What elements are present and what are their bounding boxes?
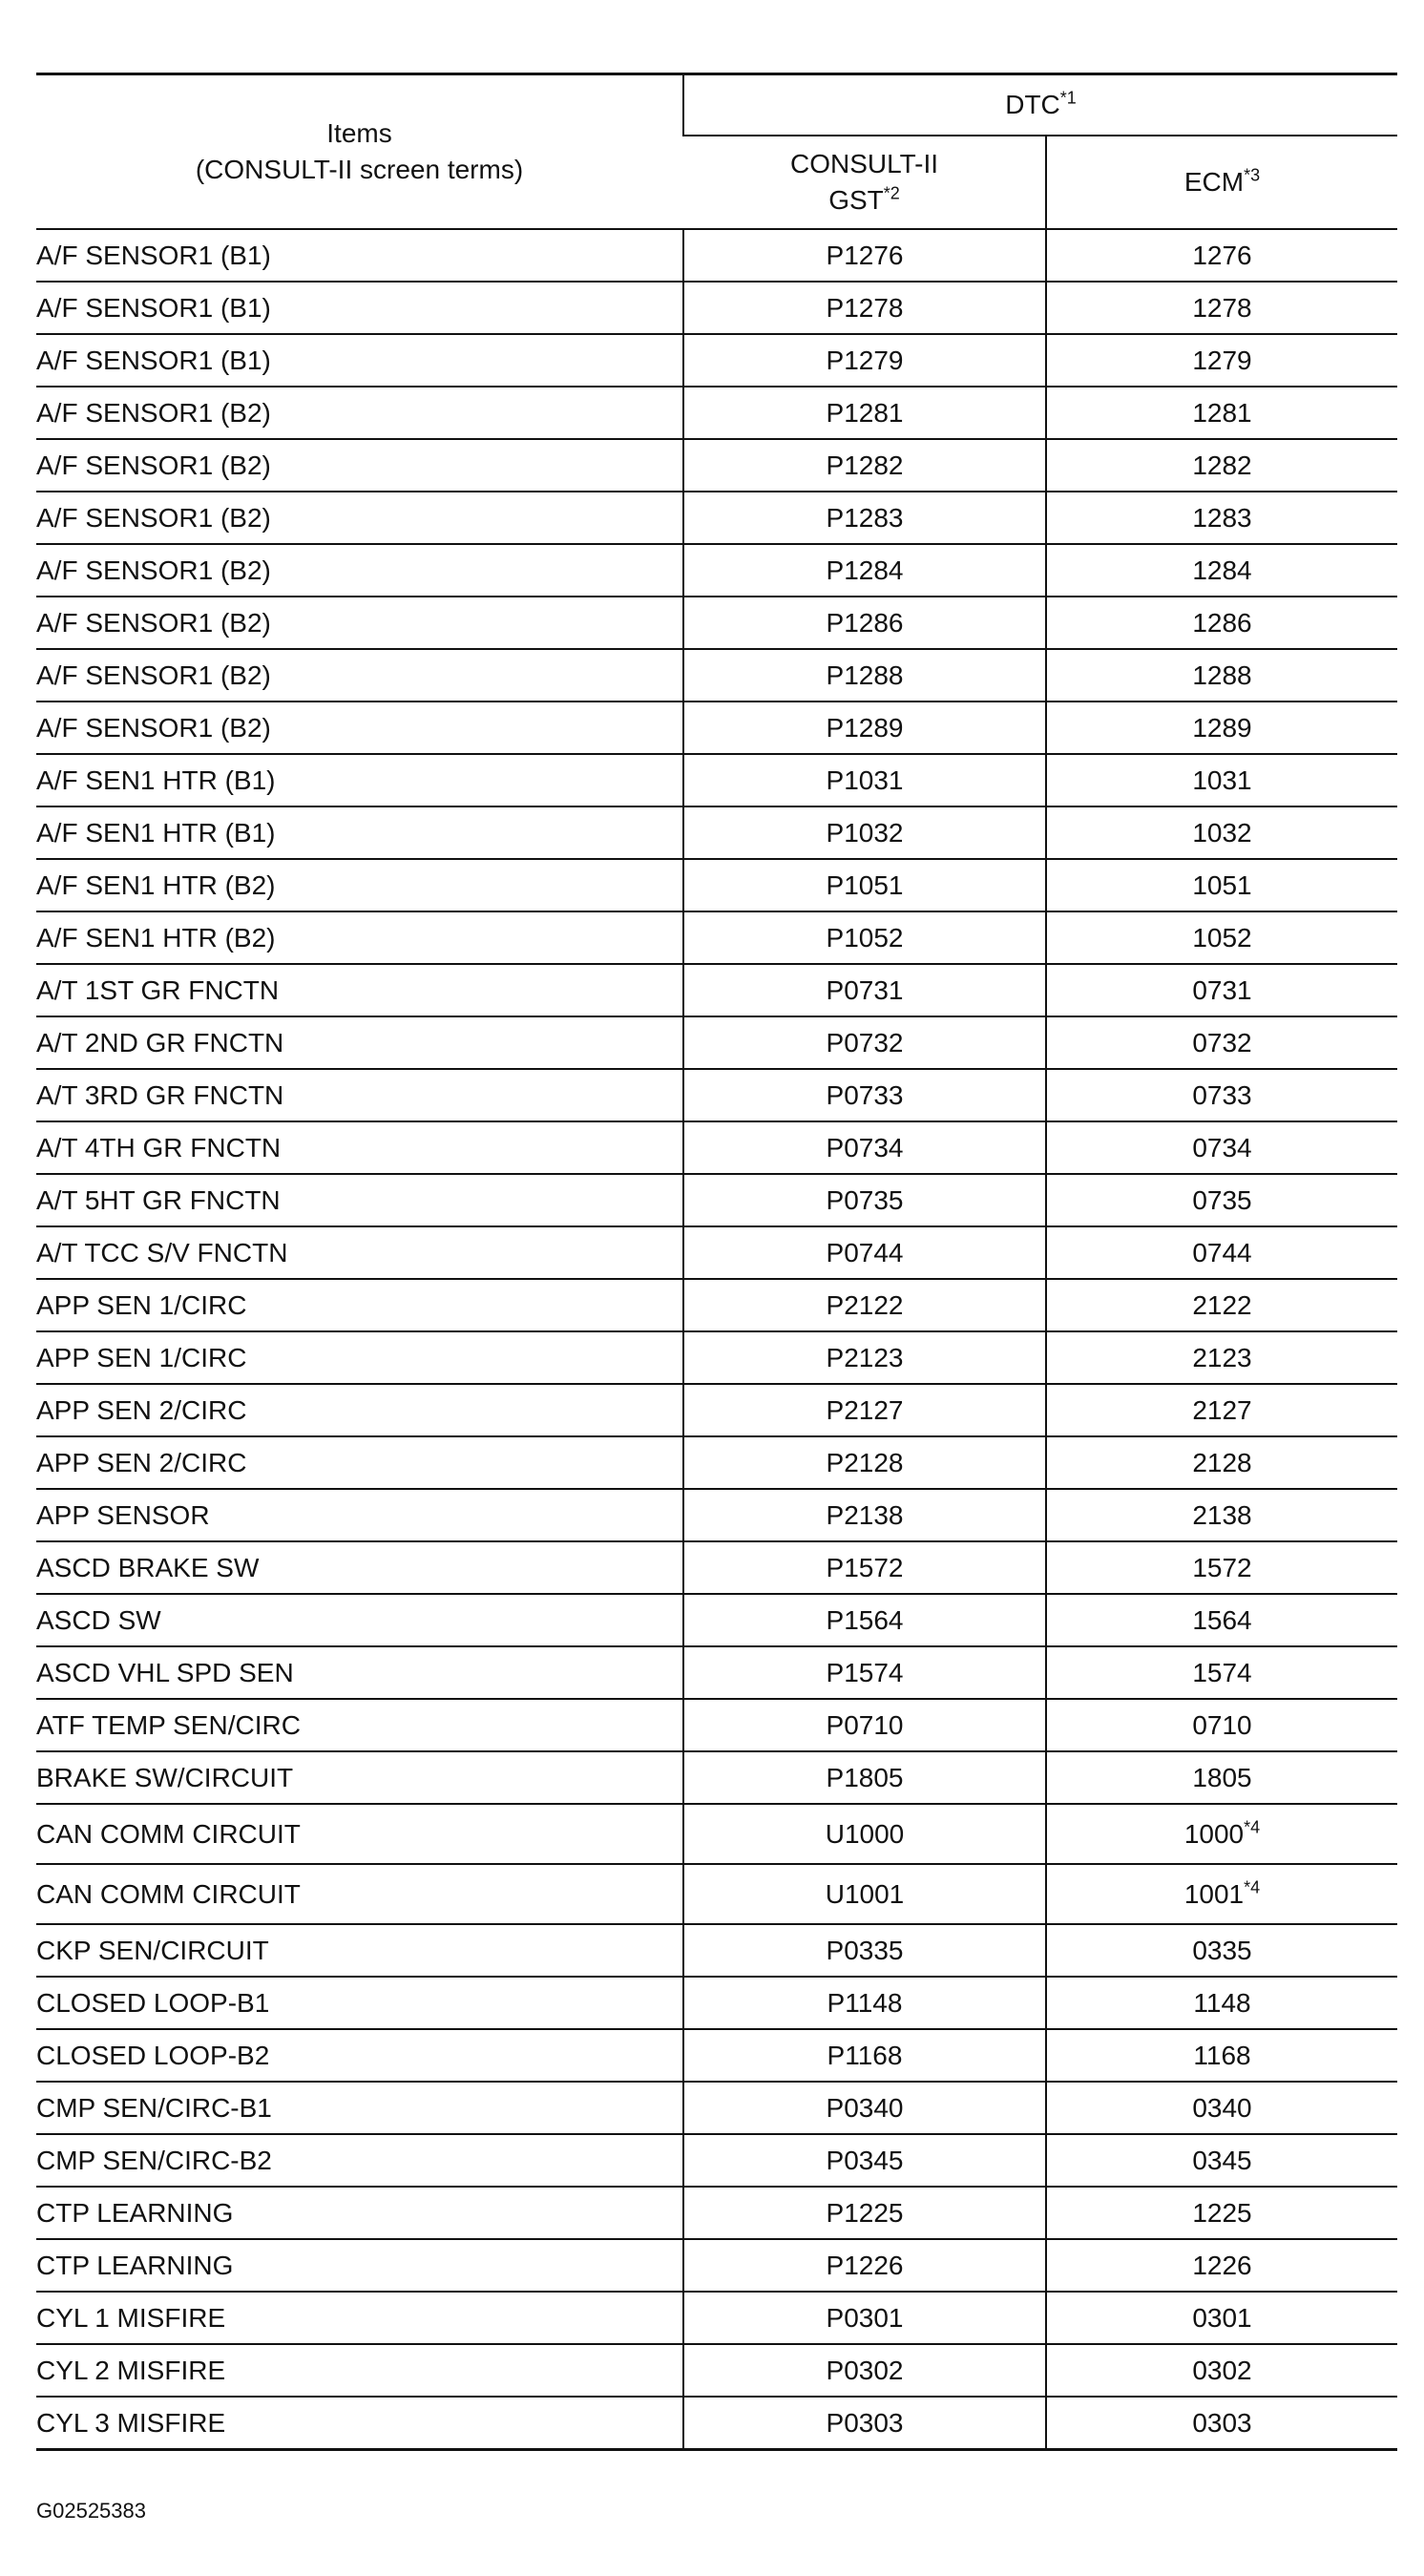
ecm-code-cell [1046, 911, 1397, 964]
ecm-header-label: ECM [1183, 167, 1245, 197]
ecm-code-cell [1046, 387, 1397, 439]
item-cell: ASCD SW [36, 1594, 683, 1646]
item-cell: A/F SENSOR1 (B2) [36, 597, 683, 649]
ecm-code-footnote-ref: *4 [1244, 1877, 1261, 1897]
ecm-code-cell [1046, 1174, 1397, 1226]
ecm-code-cell [1046, 2239, 1397, 2292]
items-header [36, 74, 683, 230]
table-row [36, 492, 1397, 544]
table-row [36, 1016, 1397, 1069]
gst-code-cell: P1031 [683, 754, 1046, 806]
ecm-footnote-ref: *3 [1244, 165, 1261, 185]
ecm-code-cell [1046, 2029, 1397, 2082]
ecm-code-value: 1564 [1192, 1604, 1252, 1635]
gst-code-cell: P0731 [683, 964, 1046, 1016]
item-cell: A/F SENSOR1 (B1) [36, 229, 683, 282]
item-cell: ATF TEMP SEN/CIRC [36, 1699, 683, 1751]
item-cell: A/T TCC S/V FNCTN [36, 1226, 683, 1279]
ecm-code-cell [1046, 1977, 1397, 2029]
ecm-code-cell [1046, 1016, 1397, 1069]
item-cell: A/T 4TH GR FNCTN [36, 1121, 683, 1174]
table-row [36, 911, 1397, 964]
item-cell: CTP LEARNING [36, 2187, 683, 2239]
item-cell: CAN COMM CIRCUIT [36, 1804, 683, 1864]
item-cell: A/F SEN1 HTR (B2) [36, 859, 683, 911]
ecm-code-value: 1805 [1192, 1762, 1252, 1792]
ecm-code-value: 1572 [1192, 1552, 1252, 1582]
consult-header-label: CONSULT-II [789, 149, 939, 178]
ecm-code-cell [1046, 439, 1397, 492]
gst-code-cell: P2123 [683, 1331, 1046, 1384]
table-row [36, 2397, 1397, 2450]
table-row [36, 2134, 1397, 2187]
item-cell: ASCD VHL SPD SEN [36, 1646, 683, 1699]
table-row [36, 1489, 1397, 1541]
ecm-code-cell [1046, 334, 1397, 387]
ecm-code-cell [1046, 229, 1397, 282]
ecm-code-value: 0732 [1192, 1027, 1252, 1058]
ecm-code-cell [1046, 1489, 1397, 1541]
table-row [36, 229, 1397, 282]
table-row [36, 1594, 1397, 1646]
ecm-code-value: 0734 [1192, 1132, 1252, 1162]
table-row [36, 1751, 1397, 1804]
gst-code-cell: P0710 [683, 1699, 1046, 1751]
item-cell: APP SEN 1/CIRC [36, 1279, 683, 1331]
ecm-code-cell [1046, 597, 1397, 649]
gst-code-cell: P0335 [683, 1924, 1046, 1977]
ecm-code-cell [1046, 964, 1397, 1016]
ecm-code-value: 0733 [1192, 1079, 1252, 1110]
gst-code-cell: P1282 [683, 439, 1046, 492]
item-cell: ASCD BRAKE SW [36, 1541, 683, 1594]
ecm-code-value: 2138 [1192, 1499, 1252, 1530]
ecm-code-value: 0335 [1192, 1935, 1252, 1965]
items-header-subtitle: (CONSULT-II screen terms) [195, 155, 524, 184]
ecm-code-value: 1051 [1192, 869, 1252, 900]
dtc-footnote-ref: *1 [1059, 88, 1077, 108]
item-cell: APP SEN 2/CIRC [36, 1436, 683, 1489]
item-cell: APP SENSOR [36, 1489, 683, 1541]
ecm-code-value: 1225 [1192, 2197, 1252, 2228]
table-row [36, 859, 1397, 911]
table-row [36, 1174, 1397, 1226]
table-row [36, 334, 1397, 387]
gst-code-cell: P2128 [683, 1436, 1046, 1489]
table-row [36, 439, 1397, 492]
item-cell: A/F SENSOR1 (B2) [36, 439, 683, 492]
ecm-code-value: 0302 [1192, 2355, 1252, 2385]
table-row [36, 1924, 1397, 1977]
table-row [36, 1804, 1397, 1864]
dtc-header [683, 74, 1397, 136]
gst-code-cell: P1225 [683, 2187, 1046, 2239]
item-cell: APP SEN 1/CIRC [36, 1331, 683, 1384]
gst-code-cell: P1286 [683, 597, 1046, 649]
ecm-code-cell [1046, 1751, 1397, 1804]
table-row [36, 2029, 1397, 2082]
gst-code-cell: P2127 [683, 1384, 1046, 1436]
gst-code-cell: P1281 [683, 387, 1046, 439]
ecm-code-cell [1046, 2187, 1397, 2239]
item-cell: CYL 3 MISFIRE [36, 2397, 683, 2450]
dtc-table [36, 73, 1397, 2451]
gst-code-cell: P1052 [683, 911, 1046, 964]
item-cell: CMP SEN/CIRC-B2 [36, 2134, 683, 2187]
consult-gst-header [683, 136, 1046, 229]
gst-code-cell: P1284 [683, 544, 1046, 597]
table-row [36, 1279, 1397, 1331]
item-cell: A/F SENSOR1 (B2) [36, 702, 683, 754]
item-cell: CMP SEN/CIRC-B1 [36, 2082, 683, 2134]
ecm-code-value: 2122 [1192, 1289, 1252, 1320]
gst-code-cell: P1032 [683, 806, 1046, 859]
ecm-code-value: 1281 [1192, 397, 1252, 428]
gst-code-cell: P1283 [683, 492, 1046, 544]
item-cell: CLOSED LOOP-B2 [36, 2029, 683, 2082]
gst-code-cell: P1288 [683, 649, 1046, 702]
gst-code-cell: P1289 [683, 702, 1046, 754]
gst-code-cell: P0732 [683, 1016, 1046, 1069]
item-cell: CTP LEARNING [36, 2239, 683, 2292]
ecm-code-value: 1286 [1192, 607, 1252, 638]
gst-header-label: GST [828, 185, 884, 215]
gst-code-cell: P0733 [683, 1069, 1046, 1121]
ecm-code-value: 1289 [1192, 712, 1252, 743]
ecm-code-value: 1574 [1192, 1657, 1252, 1687]
ecm-code-value: 1283 [1192, 502, 1252, 533]
table-body [36, 229, 1397, 2450]
table-row [36, 1436, 1397, 1489]
ecm-code-value: 0744 [1192, 1237, 1252, 1267]
gst-footnote-ref: *2 [883, 183, 900, 203]
gst-code-cell: P0345 [683, 2134, 1046, 2187]
item-cell: CAN COMM CIRCUIT [36, 1864, 683, 1924]
table-row [36, 1699, 1397, 1751]
table-row [36, 806, 1397, 859]
ecm-code-cell [1046, 2397, 1397, 2450]
ecm-code-cell [1046, 1069, 1397, 1121]
ecm-code-value: 1288 [1192, 660, 1252, 690]
item-cell: A/F SENSOR1 (B2) [36, 387, 683, 439]
ecm-code-cell [1046, 1436, 1397, 1489]
ecm-code-cell [1046, 806, 1397, 859]
item-cell: CYL 1 MISFIRE [36, 2292, 683, 2344]
ecm-code-cell [1046, 1384, 1397, 1436]
ecm-code-value: 1052 [1192, 922, 1252, 953]
ecm-code-value: 1168 [1193, 2040, 1251, 2070]
table-row [36, 1069, 1397, 1121]
table-row [36, 2292, 1397, 2344]
ecm-code-value: 2123 [1192, 1342, 1252, 1372]
table-row [36, 2082, 1397, 2134]
ecm-code-cell [1046, 2134, 1397, 2187]
ecm-code-value: 0303 [1192, 2407, 1252, 2438]
gst-code-cell: P0301 [683, 2292, 1046, 2344]
item-cell: A/F SEN1 HTR (B1) [36, 754, 683, 806]
gst-code-cell: P1278 [683, 282, 1046, 334]
table-row [36, 1541, 1397, 1594]
table-row [36, 282, 1397, 334]
ecm-code-value: 1282 [1192, 450, 1252, 480]
item-cell: CLOSED LOOP-B1 [36, 1977, 683, 2029]
gst-code-cell: P0734 [683, 1121, 1046, 1174]
figure-code: G02525383 [36, 2499, 146, 2523]
ecm-code-cell [1046, 1541, 1397, 1594]
ecm-code-value: 0710 [1192, 1709, 1252, 1740]
gst-code-cell: P1051 [683, 859, 1046, 911]
item-cell: CYL 2 MISFIRE [36, 2344, 683, 2397]
table-row [36, 964, 1397, 1016]
table-row [36, 1977, 1397, 2029]
item-cell: A/T 3RD GR FNCTN [36, 1069, 683, 1121]
table-row [36, 2187, 1397, 2239]
ecm-code-value: 2127 [1192, 1394, 1252, 1425]
gst-code-cell: P1572 [683, 1541, 1046, 1594]
table-row [36, 1226, 1397, 1279]
ecm-code-cell [1046, 649, 1397, 702]
gst-code-cell: P1226 [683, 2239, 1046, 2292]
ecm-code-value: 1278 [1192, 292, 1252, 323]
item-cell: A/T 2ND GR FNCTN [36, 1016, 683, 1069]
ecm-code-cell [1046, 1279, 1397, 1331]
ecm-code-cell [1046, 492, 1397, 544]
gst-code-cell: P2138 [683, 1489, 1046, 1541]
item-cell: A/T 5HT GR FNCTN [36, 1174, 683, 1226]
table-row [36, 702, 1397, 754]
ecm-code-value: 0735 [1192, 1184, 1252, 1215]
table-row [36, 2344, 1397, 2397]
item-cell: A/F SEN1 HTR (B1) [36, 806, 683, 859]
gst-code-cell: P0302 [683, 2344, 1046, 2397]
ecm-code-value: 1031 [1192, 764, 1252, 795]
gst-code-cell: P0735 [683, 1174, 1046, 1226]
item-cell: A/T 1ST GR FNCTN [36, 964, 683, 1016]
ecm-code-value: 0301 [1192, 2302, 1252, 2333]
ecm-code-cell [1046, 1121, 1397, 1174]
ecm-code-value: 1001 [1183, 1878, 1245, 1909]
gst-code-cell: P1148 [683, 1977, 1046, 2029]
table-row [36, 2239, 1397, 2292]
ecm-code-cell [1046, 1226, 1397, 1279]
dtc-header-label: DTC [1005, 90, 1060, 119]
ecm-code-value: 1148 [1193, 1987, 1251, 2018]
table-row [36, 387, 1397, 439]
ecm-code-cell [1046, 1864, 1397, 1924]
ecm-code-value: 1279 [1192, 345, 1252, 375]
item-cell: A/F SENSOR1 (B1) [36, 282, 683, 334]
gst-code-cell: P1805 [683, 1751, 1046, 1804]
ecm-header [1046, 136, 1397, 229]
table-header [36, 74, 1397, 230]
gst-code-cell: P1574 [683, 1646, 1046, 1699]
table-row [36, 1331, 1397, 1384]
table-row [36, 1864, 1397, 1924]
ecm-code-cell [1046, 282, 1397, 334]
ecm-code-cell [1046, 754, 1397, 806]
ecm-code-value: 1226 [1192, 2250, 1252, 2280]
table-row [36, 544, 1397, 597]
item-cell: APP SEN 2/CIRC [36, 1384, 683, 1436]
table-row [36, 1384, 1397, 1436]
gst-code-cell: U1000 [683, 1804, 1046, 1864]
ecm-code-value: 1276 [1192, 240, 1252, 270]
ecm-code-cell [1046, 1331, 1397, 1384]
gst-code-cell: P1279 [683, 334, 1046, 387]
item-cell: CKP SEN/CIRCUIT [36, 1924, 683, 1977]
gst-code-cell: P1276 [683, 229, 1046, 282]
ecm-code-cell [1046, 544, 1397, 597]
gst-code-cell: P2122 [683, 1279, 1046, 1331]
ecm-code-cell [1046, 2344, 1397, 2397]
ecm-code-value: 0340 [1192, 2092, 1252, 2123]
ecm-code-value: 2128 [1192, 1447, 1252, 1477]
ecm-code-cell [1046, 1594, 1397, 1646]
ecm-code-cell [1046, 2292, 1397, 2344]
ecm-code-footnote-ref: *4 [1244, 1817, 1261, 1837]
ecm-code-cell [1046, 702, 1397, 754]
header-row-1 [36, 74, 1397, 136]
table-row [36, 597, 1397, 649]
ecm-code-cell [1046, 1699, 1397, 1751]
gst-code-cell: U1001 [683, 1864, 1046, 1924]
ecm-code-cell [1046, 1646, 1397, 1699]
ecm-code-value: 0731 [1192, 974, 1252, 1005]
gst-code-cell: P0744 [683, 1226, 1046, 1279]
gst-code-cell: P1564 [683, 1594, 1046, 1646]
ecm-code-value: 1032 [1192, 817, 1252, 848]
item-cell: A/F SEN1 HTR (B2) [36, 911, 683, 964]
item-cell: BRAKE SW/CIRCUIT [36, 1751, 683, 1804]
item-cell: A/F SENSOR1 (B2) [36, 649, 683, 702]
ecm-code-value: 1000 [1183, 1818, 1245, 1849]
ecm-code-value: 0345 [1192, 2145, 1252, 2175]
items-header-title: Items [326, 118, 392, 148]
gst-code-cell: P0340 [683, 2082, 1046, 2134]
ecm-code-cell [1046, 1804, 1397, 1864]
item-cell: A/F SENSOR1 (B2) [36, 544, 683, 597]
table-row [36, 1646, 1397, 1699]
table-row [36, 754, 1397, 806]
item-cell: A/F SENSOR1 (B2) [36, 492, 683, 544]
item-cell: A/F SENSOR1 (B1) [36, 334, 683, 387]
table-row [36, 649, 1397, 702]
ecm-code-cell [1046, 2082, 1397, 2134]
gst-code-cell: P1168 [683, 2029, 1046, 2082]
ecm-code-value: 1284 [1192, 555, 1252, 585]
ecm-code-cell [1046, 859, 1397, 911]
gst-code-cell: P0303 [683, 2397, 1046, 2450]
table-row [36, 1121, 1397, 1174]
ecm-code-cell [1046, 1924, 1397, 1977]
